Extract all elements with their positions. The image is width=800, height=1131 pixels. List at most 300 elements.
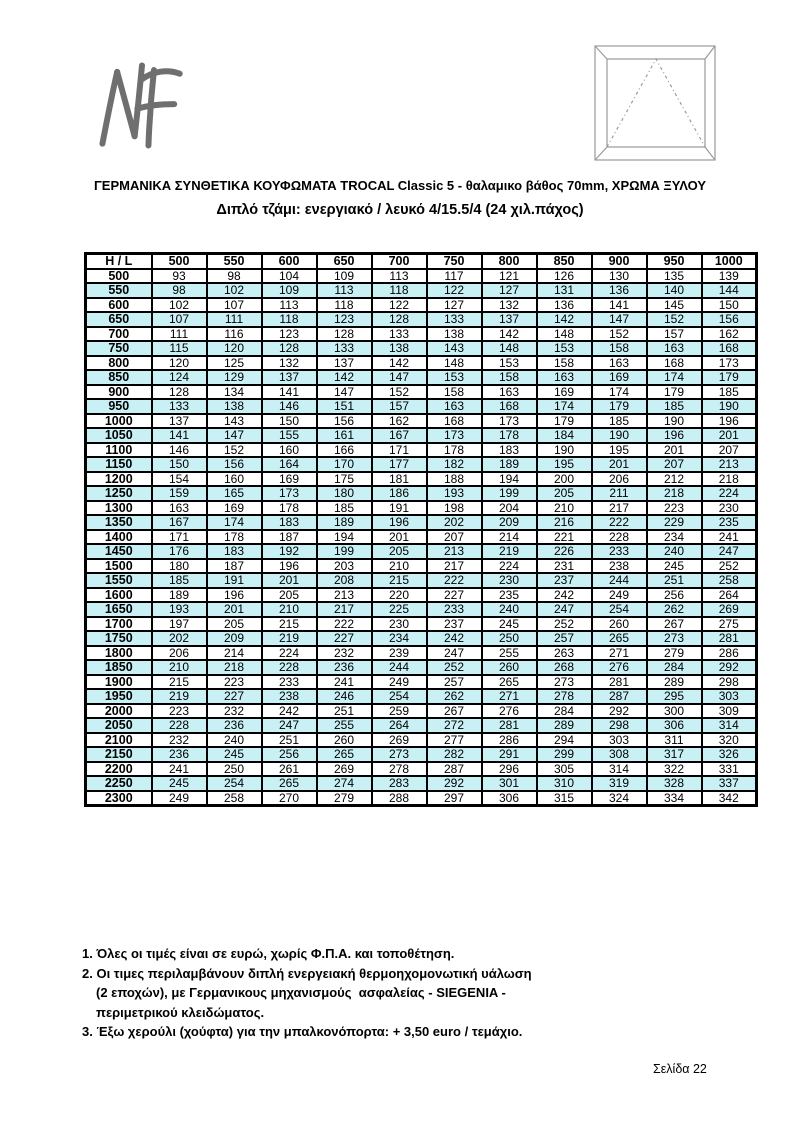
price-cell: 150 xyxy=(152,457,207,472)
price-cell: 205 xyxy=(537,486,592,501)
price-cell: 131 xyxy=(537,283,592,298)
price-cell: 208 xyxy=(317,573,372,588)
price-cell: 219 xyxy=(152,689,207,704)
price-cell: 107 xyxy=(152,312,207,327)
price-cell: 210 xyxy=(152,660,207,675)
price-cell: 102 xyxy=(152,298,207,313)
price-cell: 133 xyxy=(317,341,372,356)
price-cell: 116 xyxy=(207,327,262,342)
price-cell: 271 xyxy=(592,646,647,661)
price-cell: 148 xyxy=(537,327,592,342)
price-cell: 292 xyxy=(427,776,482,791)
price-cell: 200 xyxy=(537,472,592,487)
price-cell: 221 xyxy=(537,530,592,545)
table-row xyxy=(86,414,757,429)
price-cell: 231 xyxy=(537,559,592,574)
price-cell: 219 xyxy=(262,631,317,646)
price-cell: 234 xyxy=(372,631,427,646)
price-cell: 183 xyxy=(207,544,262,559)
price-cell: 139 xyxy=(702,269,757,284)
price-cell: 142 xyxy=(317,370,372,385)
row-header-cell: 2150 xyxy=(86,747,152,762)
row-header-cell: 2000 xyxy=(86,704,152,719)
price-cell: 163 xyxy=(427,399,482,414)
price-cell: 224 xyxy=(262,646,317,661)
price-cell: 260 xyxy=(317,733,372,748)
price-cell: 210 xyxy=(372,559,427,574)
row-header-cell: 1900 xyxy=(86,675,152,690)
price-cell: 199 xyxy=(482,486,537,501)
row-header-cell: 1500 xyxy=(86,559,152,574)
price-cell: 286 xyxy=(702,646,757,661)
price-cell: 269 xyxy=(702,602,757,617)
price-cell: 252 xyxy=(427,660,482,675)
price-cell: 207 xyxy=(702,443,757,458)
price-cell: 163 xyxy=(592,356,647,371)
price-cell: 113 xyxy=(317,283,372,298)
table-row xyxy=(86,501,757,516)
price-cell: 150 xyxy=(702,298,757,313)
price-cell: 148 xyxy=(427,356,482,371)
price-cell: 93 xyxy=(152,269,207,284)
footnote-line: περιμετρικού κλειδώματος. xyxy=(96,1004,265,1020)
price-cell: 247 xyxy=(262,718,317,733)
column-header-cell: 550 xyxy=(207,254,262,269)
price-cell: 234 xyxy=(647,530,702,545)
footnote-line: (2 εποχών), με Γερμανικους μηχανισμούς ασφαλείας - SIEGENIA - xyxy=(96,985,506,1000)
price-cell: 201 xyxy=(372,530,427,545)
price-cell: 287 xyxy=(592,689,647,704)
price-cell: 179 xyxy=(537,414,592,429)
price-cell: 163 xyxy=(482,385,537,400)
price-cell: 142 xyxy=(482,327,537,342)
price-cell: 245 xyxy=(207,747,262,762)
price-cell: 201 xyxy=(702,428,757,443)
price-cell: 240 xyxy=(647,544,702,559)
price-cell: 211 xyxy=(592,486,647,501)
price-cell: 128 xyxy=(372,312,427,327)
price-cell: 220 xyxy=(372,588,427,603)
price-cell: 230 xyxy=(702,501,757,516)
table-row xyxy=(86,588,757,603)
price-cell: 245 xyxy=(647,559,702,574)
price-cell: 179 xyxy=(647,385,702,400)
price-cell: 124 xyxy=(152,370,207,385)
price-cell: 195 xyxy=(592,443,647,458)
price-cell: 174 xyxy=(207,515,262,530)
price-cell: 245 xyxy=(152,776,207,791)
price-cell: 109 xyxy=(317,269,372,284)
price-cell: 235 xyxy=(482,588,537,603)
row-header-cell: 2200 xyxy=(86,762,152,777)
table-header-row xyxy=(86,254,757,269)
price-cell: 138 xyxy=(372,341,427,356)
table-row xyxy=(86,675,757,690)
table-row xyxy=(86,573,757,588)
column-header-cell: 1000 xyxy=(702,254,757,269)
corner-header-cell: H / L xyxy=(86,254,152,269)
row-header-cell: 750 xyxy=(86,341,152,356)
price-cell: 264 xyxy=(702,588,757,603)
price-cell: 254 xyxy=(207,776,262,791)
price-cell: 153 xyxy=(537,341,592,356)
price-cell: 254 xyxy=(372,689,427,704)
price-cell: 256 xyxy=(262,747,317,762)
row-header-cell: 550 xyxy=(86,283,152,298)
price-cell: 258 xyxy=(207,791,262,806)
price-cell: 308 xyxy=(592,747,647,762)
price-cell: 209 xyxy=(207,631,262,646)
table-row xyxy=(86,269,757,284)
price-cell: 158 xyxy=(482,370,537,385)
price-cell: 130 xyxy=(592,269,647,284)
price-cell: 199 xyxy=(317,544,372,559)
price-cell: 178 xyxy=(427,443,482,458)
price-cell: 324 xyxy=(592,791,647,806)
table-row xyxy=(86,443,757,458)
price-cell: 238 xyxy=(262,689,317,704)
price-cell: 178 xyxy=(482,428,537,443)
price-cell: 233 xyxy=(592,544,647,559)
row-header-cell: 1650 xyxy=(86,602,152,617)
table-row xyxy=(86,733,757,748)
price-cell: 223 xyxy=(647,501,702,516)
price-cell: 210 xyxy=(262,602,317,617)
price-cell: 98 xyxy=(207,269,262,284)
price-cell: 143 xyxy=(427,341,482,356)
price-cell: 251 xyxy=(262,733,317,748)
price-cell: 226 xyxy=(537,544,592,559)
price-cell: 213 xyxy=(702,457,757,472)
price-cell: 197 xyxy=(152,617,207,632)
price-cell: 142 xyxy=(372,356,427,371)
row-header-cell: 1450 xyxy=(86,544,152,559)
table-row xyxy=(86,689,757,704)
price-cell: 223 xyxy=(152,704,207,719)
price-cell: 169 xyxy=(592,370,647,385)
price-cell: 250 xyxy=(482,631,537,646)
price-cell: 261 xyxy=(262,762,317,777)
price-cell: 215 xyxy=(262,617,317,632)
price-cell: 227 xyxy=(317,631,372,646)
price-cell: 311 xyxy=(647,733,702,748)
price-cell: 284 xyxy=(647,660,702,675)
price-cell: 239 xyxy=(372,646,427,661)
price-cell: 166 xyxy=(317,443,372,458)
price-cell: 202 xyxy=(152,631,207,646)
price-cell: 125 xyxy=(207,356,262,371)
price-cell: 120 xyxy=(207,341,262,356)
price-cell: 193 xyxy=(427,486,482,501)
price-cell: 128 xyxy=(152,385,207,400)
price-cell: 163 xyxy=(647,341,702,356)
price-cell: 218 xyxy=(702,472,757,487)
price-cell: 180 xyxy=(152,559,207,574)
price-cell: 228 xyxy=(592,530,647,545)
row-header-cell: 900 xyxy=(86,385,152,400)
price-cell: 104 xyxy=(262,269,317,284)
footnote-line: 1. Όλες οι τιμές είναι σε ευρώ, χωρίς Φ.Π.Α. και τοποθέτηση. xyxy=(82,946,455,961)
price-cell: 174 xyxy=(537,399,592,414)
price-cell: 173 xyxy=(702,356,757,371)
price-cell: 190 xyxy=(537,443,592,458)
price-cell: 133 xyxy=(372,327,427,342)
price-cell: 152 xyxy=(207,443,262,458)
price-cell: 107 xyxy=(207,298,262,313)
price-cell: 326 xyxy=(702,747,757,762)
table-row xyxy=(86,704,757,719)
price-cell: 148 xyxy=(482,341,537,356)
price-cell: 160 xyxy=(207,472,262,487)
price-cell: 214 xyxy=(482,530,537,545)
row-header-cell: 1850 xyxy=(86,660,152,675)
price-cell: 301 xyxy=(482,776,537,791)
tilt-window-icon xyxy=(594,45,716,161)
row-header-cell: 2050 xyxy=(86,718,152,733)
price-cell: 174 xyxy=(647,370,702,385)
price-cell: 158 xyxy=(537,356,592,371)
row-header-cell: 950 xyxy=(86,399,152,414)
price-cell: 269 xyxy=(372,733,427,748)
price-cell: 300 xyxy=(647,704,702,719)
price-cell: 247 xyxy=(537,602,592,617)
price-cell: 306 xyxy=(482,791,537,806)
price-cell: 137 xyxy=(482,312,537,327)
price-cell: 320 xyxy=(702,733,757,748)
price-cell: 207 xyxy=(647,457,702,472)
price-cell: 196 xyxy=(207,588,262,603)
column-header-cell: 950 xyxy=(647,254,702,269)
price-cell: 176 xyxy=(152,544,207,559)
price-cell: 196 xyxy=(647,428,702,443)
price-cell: 309 xyxy=(702,704,757,719)
price-cell: 163 xyxy=(152,501,207,516)
price-cell: 233 xyxy=(262,675,317,690)
price-cell: 278 xyxy=(537,689,592,704)
footnote-line: 2. Οι τιμες περιλαμβάνουν διπλή ενεργειακή θερμοηχομονωτική υάλωση xyxy=(82,965,532,981)
price-cell: 224 xyxy=(482,559,537,574)
row-header-cell: 1950 xyxy=(86,689,152,704)
price-cell: 168 xyxy=(482,399,537,414)
price-cell: 241 xyxy=(317,675,372,690)
price-cell: 251 xyxy=(647,573,702,588)
price-cell: 190 xyxy=(647,414,702,429)
price-cell: 186 xyxy=(372,486,427,501)
price-cell: 171 xyxy=(372,443,427,458)
price-cell: 173 xyxy=(262,486,317,501)
price-cell: 241 xyxy=(152,762,207,777)
price-cell: 137 xyxy=(317,356,372,371)
price-cell: 151 xyxy=(317,399,372,414)
price-cell: 292 xyxy=(702,660,757,675)
price-cell: 272 xyxy=(427,718,482,733)
price-cell: 315 xyxy=(537,791,592,806)
price-cell: 249 xyxy=(372,675,427,690)
price-cell: 265 xyxy=(317,747,372,762)
price-cell: 141 xyxy=(152,428,207,443)
price-cell: 162 xyxy=(702,327,757,342)
price-cell: 193 xyxy=(152,602,207,617)
price-cell: 132 xyxy=(482,298,537,313)
price-cell: 160 xyxy=(262,443,317,458)
price-cell: 317 xyxy=(647,747,702,762)
price-cell: 286 xyxy=(482,733,537,748)
price-cell: 140 xyxy=(647,283,702,298)
price-cell: 205 xyxy=(207,617,262,632)
price-cell: 173 xyxy=(482,414,537,429)
price-cell: 147 xyxy=(207,428,262,443)
column-header-cell: 500 xyxy=(152,254,207,269)
price-cell: 262 xyxy=(427,689,482,704)
price-cell: 154 xyxy=(152,472,207,487)
price-cell: 135 xyxy=(647,269,702,284)
price-cell: 173 xyxy=(427,428,482,443)
price-cell: 127 xyxy=(427,298,482,313)
price-cell: 289 xyxy=(537,718,592,733)
price-cell: 171 xyxy=(152,530,207,545)
column-header-cell: 700 xyxy=(372,254,427,269)
price-cell: 170 xyxy=(317,457,372,472)
table-row xyxy=(86,298,757,313)
price-cell: 288 xyxy=(372,791,427,806)
table-row xyxy=(86,747,757,762)
price-cell: 213 xyxy=(427,544,482,559)
price-cell: 217 xyxy=(427,559,482,574)
table-row xyxy=(86,356,757,371)
row-header-cell: 600 xyxy=(86,298,152,313)
price-cell: 155 xyxy=(262,428,317,443)
price-cell: 210 xyxy=(537,501,592,516)
price-cell: 156 xyxy=(317,414,372,429)
price-cell: 187 xyxy=(207,559,262,574)
price-cell: 185 xyxy=(317,501,372,516)
price-cell: 162 xyxy=(372,414,427,429)
price-cell: 191 xyxy=(207,573,262,588)
price-cell: 115 xyxy=(152,341,207,356)
price-cell: 117 xyxy=(427,269,482,284)
price-cell: 233 xyxy=(427,602,482,617)
price-cell: 152 xyxy=(372,385,427,400)
price-cell: 179 xyxy=(702,370,757,385)
row-header-cell: 1600 xyxy=(86,588,152,603)
price-cell: 230 xyxy=(482,573,537,588)
price-cell: 185 xyxy=(152,573,207,588)
price-cell: 328 xyxy=(647,776,702,791)
price-cell: 138 xyxy=(427,327,482,342)
price-cell: 222 xyxy=(427,573,482,588)
price-cell: 118 xyxy=(262,312,317,327)
price-cell: 113 xyxy=(372,269,427,284)
price-cell: 254 xyxy=(592,602,647,617)
nf-logo-drawing xyxy=(96,60,188,150)
nf-logo xyxy=(96,60,188,150)
price-cell: 122 xyxy=(372,298,427,313)
price-cell: 169 xyxy=(537,385,592,400)
price-cell: 252 xyxy=(537,617,592,632)
price-cell: 273 xyxy=(372,747,427,762)
price-cell: 265 xyxy=(262,776,317,791)
price-cell: 257 xyxy=(537,631,592,646)
price-cell: 164 xyxy=(262,457,317,472)
price-cell: 276 xyxy=(592,660,647,675)
price-cell: 216 xyxy=(537,515,592,530)
price-cell: 276 xyxy=(482,704,537,719)
price-cell: 262 xyxy=(647,602,702,617)
price-cell: 225 xyxy=(372,602,427,617)
price-cell: 168 xyxy=(702,341,757,356)
price-cell: 133 xyxy=(427,312,482,327)
price-cell: 292 xyxy=(592,704,647,719)
price-cell: 205 xyxy=(262,588,317,603)
price-cell: 146 xyxy=(262,399,317,414)
price-cell: 152 xyxy=(592,327,647,342)
table-row xyxy=(86,776,757,791)
row-header-cell: 500 xyxy=(86,269,152,284)
footnotes xyxy=(82,944,532,1042)
table-row xyxy=(86,631,757,646)
price-cell: 188 xyxy=(427,472,482,487)
price-cell: 201 xyxy=(592,457,647,472)
price-cell: 251 xyxy=(317,704,372,719)
price-cell: 334 xyxy=(647,791,702,806)
price-cell: 337 xyxy=(702,776,757,791)
column-header-cell: 800 xyxy=(482,254,537,269)
table-row xyxy=(86,515,757,530)
price-cell: 201 xyxy=(262,573,317,588)
table-row xyxy=(86,544,757,559)
price-cell: 144 xyxy=(702,283,757,298)
price-cell: 306 xyxy=(647,718,702,733)
price-cell: 294 xyxy=(537,733,592,748)
price-cell: 240 xyxy=(482,602,537,617)
price-cell: 289 xyxy=(647,675,702,690)
price-cell: 265 xyxy=(592,631,647,646)
price-cell: 303 xyxy=(702,689,757,704)
table-row xyxy=(86,472,757,487)
price-cell: 128 xyxy=(262,341,317,356)
column-header-cell: 600 xyxy=(262,254,317,269)
price-cell: 191 xyxy=(372,501,427,516)
price-cell: 242 xyxy=(537,588,592,603)
table-row xyxy=(86,327,757,342)
price-cell: 273 xyxy=(647,631,702,646)
price-cell: 204 xyxy=(482,501,537,516)
price-cell: 310 xyxy=(537,776,592,791)
price-cell: 236 xyxy=(317,660,372,675)
price-cell: 235 xyxy=(702,515,757,530)
table-row xyxy=(86,370,757,385)
price-cell: 238 xyxy=(592,559,647,574)
price-cell: 222 xyxy=(317,617,372,632)
price-cell: 187 xyxy=(262,530,317,545)
table-row xyxy=(86,762,757,777)
price-cell: 102 xyxy=(207,283,262,298)
column-header-cell: 850 xyxy=(537,254,592,269)
row-header-cell: 1750 xyxy=(86,631,152,646)
price-cell: 192 xyxy=(262,544,317,559)
price-cell: 227 xyxy=(427,588,482,603)
price-cell: 275 xyxy=(702,617,757,632)
price-cell: 228 xyxy=(262,660,317,675)
price-cell: 167 xyxy=(372,428,427,443)
row-header-cell: 2100 xyxy=(86,733,152,748)
price-cell: 120 xyxy=(152,356,207,371)
price-cell: 255 xyxy=(482,646,537,661)
price-cell: 169 xyxy=(207,501,262,516)
price-cell: 277 xyxy=(427,733,482,748)
price-cell: 212 xyxy=(647,472,702,487)
price-cell: 169 xyxy=(262,472,317,487)
